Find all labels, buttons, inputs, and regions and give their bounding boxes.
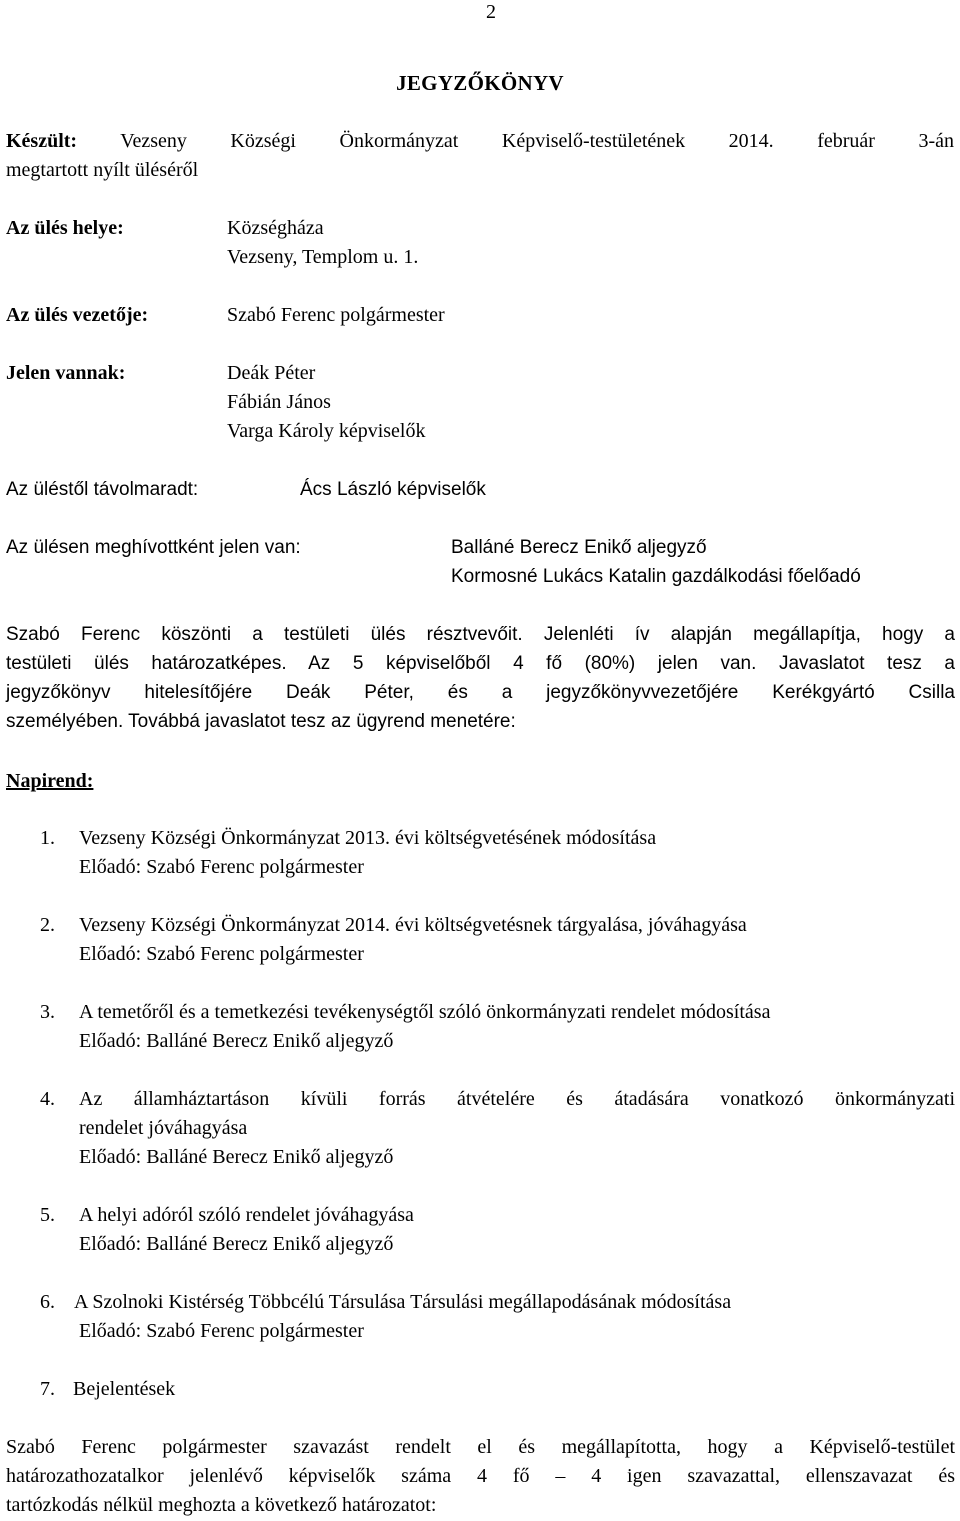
agenda-number: 4. [40,1088,55,1110]
intro-line: jegyzőkönyv hitelesítőjére Deák Péter, és a jegyzőkönyvvezetőjére Kerékgyártó Csilla [6,682,955,703]
agenda-presenter: Előadó: Szabó Ferenc polgármester [79,943,364,965]
jelen-vannak-line-3: Varga Károly képviselők [227,420,426,442]
intro-line: Szabó Ferenc köszönti a testületi ülés résztvevőit. Jelenléti ív alapján megállapítja, hogy a [6,624,955,645]
agenda-title: A helyi adóról szóló rendelet jóváhagyása [79,1204,414,1226]
agenda-title: Az államháztartáson kívüli forrás átvételére és átadására vonatkozó önkormányzati [79,1088,955,1110]
ules-helye-line-1: Községháza [227,217,324,239]
agenda-title: Bejelentések [73,1378,176,1400]
jelen-vannak-label: Jelen vannak: [6,362,126,384]
agenda-number: 2. [40,914,55,936]
closing-line: határozathozatalkor jelenlévő képviselők száma 4 fő – 4 igen szavazattal, ellenszavazat és [6,1465,955,1487]
agenda-title-continued: rendelet jóváhagyása [79,1117,248,1139]
keszult-text: Vezseny Községi Önkormányzat Képviselő-testületének 2014. február 3-án [120,130,954,152]
agenda-number: 5. [40,1204,55,1226]
closing-line: Szabó Ferenc polgármester szavazást rendelt el és megállapította, hogy a Képviselő-testület [6,1436,955,1458]
agenda-number: 3. [40,1001,55,1023]
meghivottkent-line-2: Kormosné Lukács Katalin gazdálkodási főelőadó [451,566,861,587]
jelen-vannak-line-1: Deák Péter [227,362,316,384]
agenda-title: A Szolnoki Kistérség Többcélú Társulása Társulási megállapodásának módosítása [74,1291,732,1313]
keszult-label: Készült: [6,130,78,152]
napirend-heading: Napirend: [6,770,94,792]
closing-line: tartózkodás nélkül meghozta a következő határozatot: [6,1494,437,1516]
agenda-presenter: Előadó: Szabó Ferenc polgármester [79,856,364,878]
ules-vezetoje-label: Az ülés vezetője: [6,304,149,326]
meghivottkent-label: Az ülésen meghívottként jelen van: [6,537,301,558]
tavolmaradt-value: Ács László képviselők [300,479,486,500]
jelen-vannak-line-2: Fábián János [227,391,331,413]
agenda-presenter: Előadó: Balláné Berecz Enikő aljegyző [79,1146,394,1168]
agenda-presenter: Előadó: Balláné Berecz Enikő aljegyző [79,1030,394,1052]
ules-helye-label: Az ülés helye: [6,217,124,239]
agenda-number: 7. [40,1378,55,1400]
keszult-line-1 [6,127,954,156]
agenda-title: Vezseny Községi Önkormányzat 2013. évi költségvetésének módosítása [79,827,657,849]
agenda-number: 6. [40,1291,55,1313]
agenda-title: Vezseny Községi Önkormányzat 2014. évi költségvetésnek tárgyalása, jóváhagyása [79,914,747,936]
ules-helye-line-2: Vezseny, Templom u. 1. [227,246,419,268]
document-title: JEGYZŐKÖNYV [396,71,564,95]
agenda-presenter: Előadó: Szabó Ferenc polgármester [79,1320,364,1342]
page-number: 2 [486,1,496,23]
tavolmaradt-label: Az üléstől távolmaradt: [6,479,199,500]
intro-line: személyében. Továbbá javaslatot tesz az ügyrend menetére: [6,711,516,732]
keszult-line-2: megtartott nyílt üléséről [6,159,199,181]
closing-paragraph [6,1433,955,1520]
intro-paragraph [6,620,955,736]
intro-line: testületi ülés határozatképes. Az 5 képviselőből 4 fő (80%) jelen van. Javaslatot tesz a [6,653,955,674]
meghivottkent-line-1: Balláné Berecz Enikő aljegyző [451,537,707,558]
ules-vezetoje-value: Szabó Ferenc polgármester [227,304,445,326]
agenda-title: A temetőről és a temetkezési tevékenységtől szóló önkormányzati rendelet módosítása [79,1001,771,1023]
agenda-number: 1. [40,827,55,849]
agenda-presenter: Előadó: Balláné Berecz Enikő aljegyző [79,1233,394,1255]
